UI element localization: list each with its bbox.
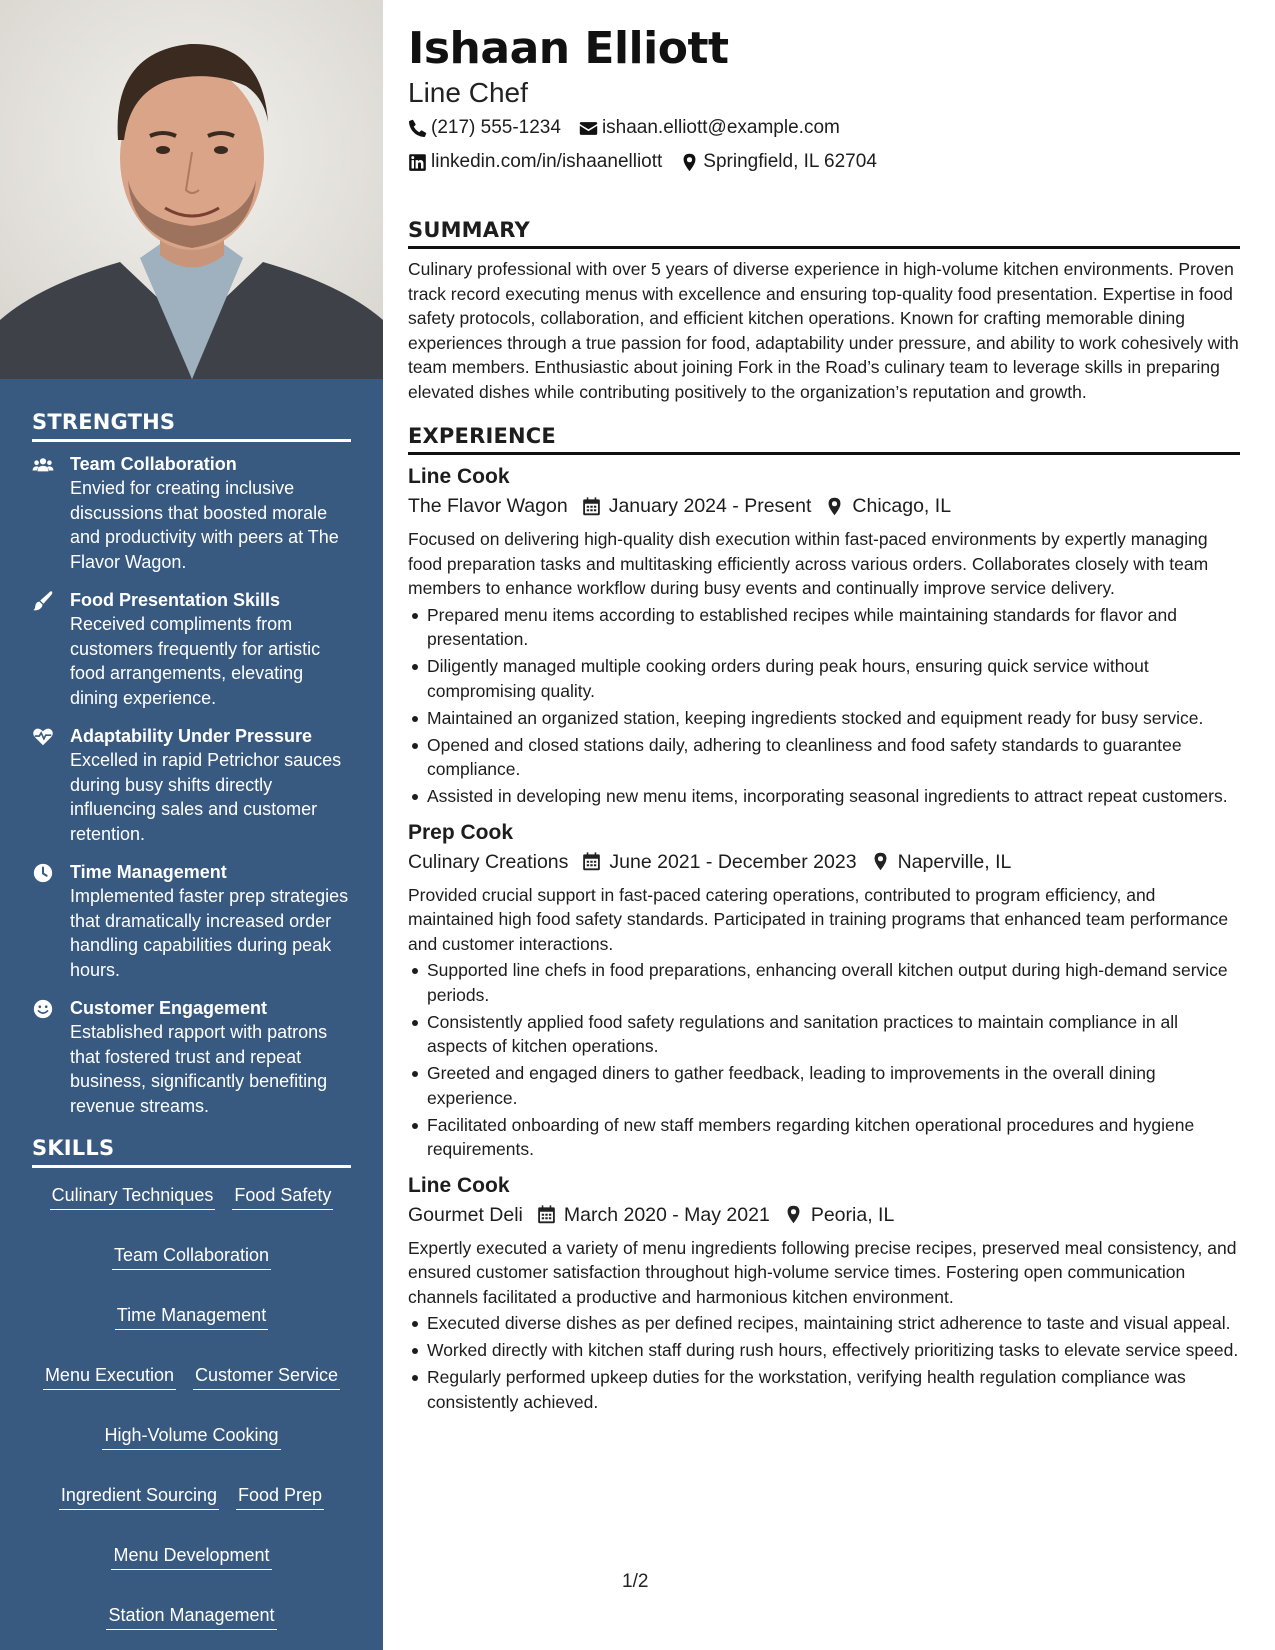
- list-item: Prepared menu items according to established recipes while maintaining standards for flavor and presentation.: [408, 603, 1240, 652]
- job-dates: June 2021 - December 2023: [609, 850, 857, 873]
- job-bullets: [408, 958, 1240, 1162]
- list-item: Assisted in developing new menu items, incorporating seasonal ingredients to attract repeat customers.: [408, 784, 1240, 809]
- phone-icon: [408, 119, 427, 138]
- job-dates: March 2020 - May 2021: [563, 1203, 770, 1226]
- smile-icon: [32, 998, 54, 1020]
- calendar-icon: [582, 852, 601, 871]
- job-entry: [408, 1172, 1240, 1415]
- job-title: Line Cook: [408, 465, 510, 488]
- contact-location: [680, 146, 877, 178]
- contact-row: [408, 112, 1240, 144]
- job-title: Prep Cook: [408, 820, 514, 844]
- skill-tag: Time Management: [115, 1304, 268, 1330]
- strengths-heading: STRENGTHS: [32, 410, 351, 442]
- skill-tag: High-Volume Cooking: [102, 1424, 280, 1450]
- strength-title: Team Collaboration: [70, 454, 237, 474]
- map-pin-icon: [680, 153, 699, 172]
- strength-item: [32, 996, 351, 1118]
- job-meta: [408, 1200, 1240, 1230]
- job-meta: [408, 847, 1240, 877]
- strength-desc: Implemented faster prep strategies that dramatically increased order handling capabilities during peak hours.: [70, 886, 349, 980]
- job-meta: [408, 491, 1240, 521]
- skill-tag: Culinary Techniques: [50, 1184, 216, 1210]
- candidate-title: Line Chef: [408, 77, 528, 108]
- strength-desc: Received compliments from customers frequently for artistic food arrangements, elevating dining experience.: [70, 614, 321, 708]
- location-text: Springfield, IL 62704: [703, 151, 877, 172]
- job-entry: [408, 463, 1240, 809]
- skill-tag: Menu Execution: [43, 1364, 176, 1390]
- strength-desc: Established rapport with patrons that fostered trust and repeat business, significantly benefiting revenue streams.: [70, 1022, 328, 1116]
- candidate-name: Ishaan Elliott: [408, 23, 729, 74]
- linkedin-icon: [408, 153, 427, 172]
- job-description: Expertly executed a variety of menu ingredients following precise recipes, preserved meal consistency, and ensured customer satisfaction throughout high-volume service times. Fostering open communication channels facilitated a productive and harmonious kitchen environment.: [408, 1237, 1237, 1307]
- skill-tag: Food Safety: [232, 1184, 333, 1210]
- list-item: Consistently applied food safety regulations and sanitation practices to maintain compliance in all aspects of kitchen operations.: [408, 1010, 1240, 1059]
- clock-icon: [32, 862, 54, 884]
- calendar-icon: [537, 1205, 556, 1224]
- brush-icon: [32, 590, 54, 612]
- job-bullets: [408, 603, 1240, 809]
- list-item: Regularly performed upkeep duties for the workstation, verifying health regulation compliance was consistently achieved.: [408, 1365, 1240, 1414]
- strength-desc: Envied for creating inclusive discussions that boosted morale and productivity with peers at The Flavor Wagon.: [70, 478, 339, 572]
- strength-title: Adaptability Under Pressure: [70, 726, 313, 746]
- strength-item: [32, 860, 351, 982]
- contact-linkedin[interactable]: [408, 146, 662, 178]
- linkedin-text: linkedin.com/in/ishaanelliott: [431, 151, 663, 172]
- skill-tag: Station Management: [106, 1604, 276, 1630]
- job-dates: January 2024 - Present: [608, 495, 812, 517]
- job-company: Gourmet Deli: [408, 1203, 523, 1226]
- list-item: Maintained an organized station, keeping ingredients stocked and equipment ready for busy service.: [408, 706, 1240, 731]
- strength-desc: Excelled in rapid Petrichor sauces during busy shifts directly influencing sales and customer retention.: [70, 750, 342, 844]
- skill-tag: Food Prep: [236, 1484, 324, 1510]
- list-item: Supported line chefs in food preparations, enhancing overall kitchen output during high-demand service periods.: [408, 958, 1240, 1007]
- job-title: Line Cook: [408, 1173, 510, 1197]
- page-number: 1/2: [622, 1571, 649, 1592]
- map-pin-icon: [784, 1205, 803, 1224]
- job-bullets: [408, 1311, 1240, 1414]
- strength-item: [32, 724, 351, 846]
- list-item: Greeted and engaged diners to gather feedback, leading to improvements in the overall dining experience.: [408, 1061, 1240, 1110]
- job-entry: [408, 819, 1240, 1162]
- email-text: ishaan.elliott@example.com: [601, 117, 840, 138]
- map-pin-icon: [825, 497, 844, 516]
- skill-tag: Menu Development: [111, 1544, 271, 1570]
- heartbeat-icon: [32, 726, 54, 748]
- strength-title: Time Management: [70, 862, 227, 882]
- list-item: Facilitated onboarding of new staff members regarding kitchen operational procedures and hygiene requirements.: [408, 1113, 1240, 1162]
- calendar-icon: [582, 497, 601, 516]
- skill-tag: Team Collaboration: [112, 1244, 271, 1270]
- skill-tag: Customer Service: [193, 1364, 340, 1390]
- job-location: Chicago, IL: [852, 495, 952, 517]
- main-content: [408, 22, 1240, 1424]
- job-description: Focused on delivering high-quality dish execution within fast-paced environments by expertly managing food preparation tasks and multitasking efficiently across various orders. Collaborates closely with team members to enhance workflow during busy events and continually improve service delivery.: [408, 529, 1209, 598]
- job-company: The Flavor Wagon: [408, 495, 568, 517]
- strength-item: [32, 588, 351, 710]
- contact-email[interactable]: [579, 112, 840, 144]
- contact-phone[interactable]: [408, 112, 561, 144]
- strength-title: Customer Engagement: [70, 998, 268, 1018]
- list-item: Diligently managed multiple cooking orders during peak hours, ensuring quick service without compromising quality.: [408, 654, 1240, 703]
- job-description: Provided crucial support in fast-paced catering operations, contributed to program efficiency, and maintained high food safety standards. Participated in training programs that enhanced team performance and customer interactions.: [408, 884, 1229, 954]
- summary-heading: SUMMARY: [408, 218, 1240, 249]
- list-item: Executed diverse dishes as per defined recipes, maintaining strict adherence to taste and visual appeal.: [408, 1311, 1240, 1336]
- strength-title: Food Presentation Skills: [70, 590, 281, 610]
- sidebar: [0, 0, 383, 1650]
- list-item: Worked directly with kitchen staff during rush hours, effectively prioritizing tasks to elevate service speed.: [408, 1338, 1240, 1363]
- phone-text: (217) 555-1234: [431, 117, 561, 138]
- summary-text: Culinary professional with over 5 years of diverse experience in high-volume kitchen environments. Proven track record executing menus with excellence and ensuring top-quality food presentation. Expertise in food safety protocols, collaboration, and efficient kitchen operations. Known for crafting memorable dining experiences through a true passion for food, adaptability under pressure, and ability to work cohesively with team members. Enthusiastic about joining Fork in the Road’s culinary team to leverage skills in preparing elevated dishes while contributing positively to the organization’s reputation and growth.: [408, 259, 1239, 402]
- skills-list: [32, 1184, 351, 1630]
- envelope-icon: [579, 119, 598, 138]
- users-icon: [32, 454, 54, 476]
- map-pin-icon: [871, 852, 890, 871]
- skills-heading: SKILLS: [32, 1136, 351, 1168]
- job-company: Culinary Creations: [408, 850, 569, 873]
- job-location: Peoria, IL: [810, 1203, 895, 1226]
- experience-heading: EXPERIENCE: [408, 424, 1240, 455]
- list-item: Opened and closed stations daily, adhering to cleanliness and food safety standards to guarantee compliance.: [408, 733, 1240, 782]
- skill-tag: Ingredient Sourcing: [59, 1484, 219, 1510]
- contact-row: [408, 146, 1240, 178]
- strength-item: [32, 452, 351, 574]
- job-location: Naperville, IL: [897, 850, 1012, 873]
- profile-photo: [0, 0, 383, 379]
